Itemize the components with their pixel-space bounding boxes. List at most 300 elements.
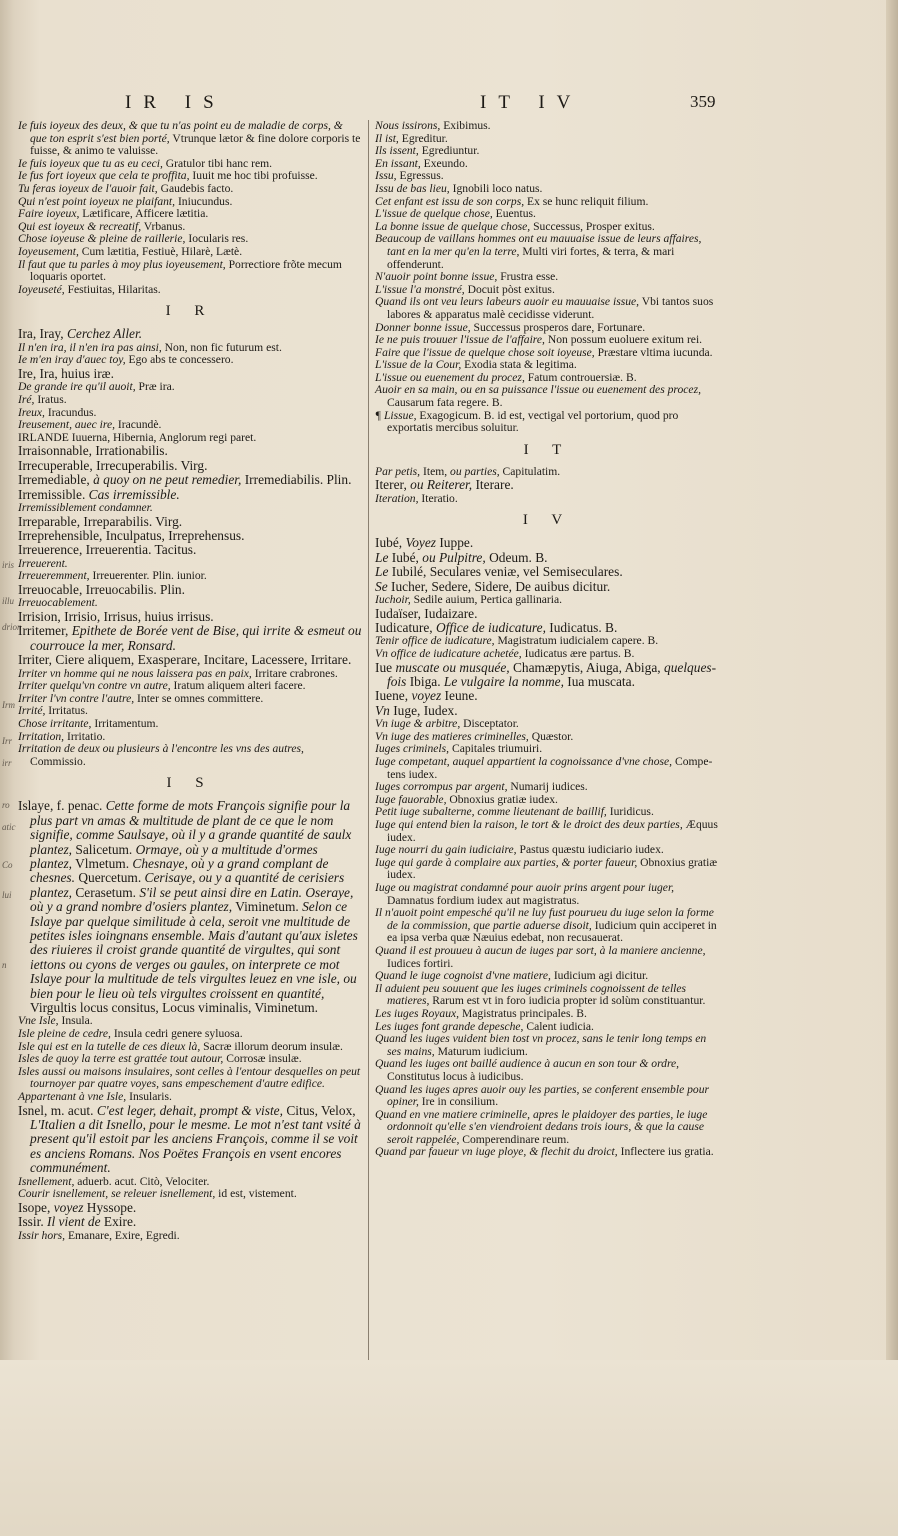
latin-gloss: Iudex. (420, 702, 458, 718)
headword: Iudicature, (375, 620, 433, 636)
dictionary-entry (375, 1084, 720, 1109)
french-gloss: Ireusement, auec ire, (18, 418, 116, 432)
latin-gloss: Inter se omnes committere. (134, 691, 264, 705)
french-gloss: Nous issirons, (375, 119, 441, 132)
latin-gloss: Insularis. (126, 1089, 172, 1103)
french-gloss: quelques-fois (387, 659, 717, 690)
dictionary-entry (375, 689, 720, 703)
french-gloss: à quoy on ne peut remedier, (89, 472, 242, 488)
french-gloss: Cette forme de mots François signifie pour la plus part vn amas & multitude de plant de ce que le nom signifie, comme Saulsaye, où il y a grande quantité de saulx plantez, (30, 798, 352, 857)
french-gloss: C'est leger, dehait, prompt & viste, (96, 1102, 283, 1118)
french-gloss: Ie fus fort ioyeux que cela te proffita, (18, 169, 190, 183)
latin-gloss: Rarum est vt in foro iudicia propter id solùm constituantur. (429, 994, 706, 1008)
headword: Isope, (18, 1199, 51, 1215)
latin-gloss: Compe-tens iudex. (387, 755, 713, 781)
french-gloss: Isnellement, (18, 1174, 75, 1188)
french-gloss: Quand en vne matiere criminelle, apres le plaidoyer des parties, le iuge ordonnoit qu'elle s'en viendroient dedans trois iours, & que la cause seroit rappelée, (375, 1107, 708, 1146)
dictionary-entry (375, 819, 720, 844)
dictionary-entry (18, 743, 362, 768)
french-gloss: Ormaye, où y a multitude d'ormes plantez, (30, 841, 318, 871)
headword: Irritemer, (18, 623, 69, 639)
latin-gloss: Ex se hunc reliquit filium. (524, 194, 649, 208)
dictionary-entry (375, 882, 720, 907)
dictionary-entry (375, 493, 720, 506)
french-gloss: Issir hors, (18, 1228, 66, 1242)
dictionary-entry (18, 381, 362, 394)
latin-gloss: Exibimus. (440, 119, 491, 132)
french-gloss: Cerisaye, ou y a quantité de cerisiers plantez, (30, 870, 345, 900)
latin-gloss: Constitutus locus à iudicibus. (387, 1069, 524, 1083)
latin-gloss: Exagogicum. B. id est, vectigal vel portorium, quod pro exportatis mercibus soluitur. (387, 408, 679, 435)
latin-gloss: Inflectere ius gratia. (617, 1145, 714, 1159)
french-gloss: Issu de bas lieu, (375, 181, 450, 195)
dictionary-entry (375, 296, 720, 321)
french-gloss: Isle qui est en la tutelle de ces dieux là, (18, 1039, 201, 1053)
entries-block (375, 466, 720, 506)
french-gloss: Iteration, (375, 491, 419, 505)
dictionary-entry (18, 653, 362, 667)
latin-gloss: Irritatio. (64, 729, 106, 743)
french-gloss: Quand les iuges vuident bien tost vn procez, sans le tenir long temps en ses mains, (375, 1032, 707, 1058)
margin-note: illu (2, 596, 15, 606)
latin-gloss: Iniucundus. (175, 194, 233, 208)
headword: Ira, Iray, (18, 326, 64, 342)
headword: Iucher, (387, 578, 428, 594)
latin-gloss: Irritatus. (45, 704, 88, 718)
french-gloss: Chose irritante, (18, 716, 92, 730)
latin-gloss: Iratum aliquem alteri facere. (170, 679, 306, 693)
french-gloss: ¶ Lissue, (375, 408, 417, 422)
french-gloss: Il faut que tu parles à moy plus ioyeusement, (18, 257, 226, 271)
latin-gloss: Multi viri fortes, & terra, & mari offenderunt. (387, 244, 675, 271)
french-gloss: Irritation, (18, 729, 65, 743)
french-gloss: Il ist, (375, 131, 399, 145)
section-heading-iv: I V (522, 512, 573, 529)
latin-gloss: Iteratio. (418, 491, 458, 505)
dictionary-entry (18, 1104, 362, 1176)
dictionary-entry (18, 473, 362, 487)
dictionary-entry (18, 488, 362, 502)
french-gloss: Irremissiblement condamner. (18, 500, 153, 514)
latin-gloss: Chamæpytis, Aiuga, Abiga, (509, 659, 664, 675)
headword: Islaye, (18, 798, 54, 814)
french-gloss: Ie ne puis trouuer l'issue de l'affaire, (375, 333, 545, 347)
latin-gloss: Exodia stata & legitima. (461, 358, 577, 372)
latin-gloss: Numarij iudices. (507, 780, 588, 794)
headword: Iuene, (375, 688, 409, 704)
latin-gloss: Non, non fic futurum est. (161, 340, 282, 354)
french-gloss: Chesnaye, où y a grand complant de chesnes. (30, 855, 329, 886)
latin-gloss: Ieune. (441, 688, 478, 704)
dictionary-entry (18, 583, 362, 597)
french-gloss: Iuges criminels, (375, 742, 450, 756)
latin-gloss: Egressus. (396, 169, 444, 183)
latin-gloss: Pastus quæstu iudiciario iudex. (516, 843, 664, 857)
dictionary-entry (18, 367, 362, 381)
latin-gloss: Vtrunque lætor & fine dolore corporis te fuisse, & animo te valuisse. (30, 131, 361, 158)
french-gloss: Isles de quoy la terre est grattée tout autour, (18, 1052, 224, 1066)
dictionary-entry (18, 259, 362, 284)
latin-gloss: aduerb. acut. Citò, Velociter. (74, 1174, 210, 1188)
latin-gloss: Porrectiore frõte mecum loquaris oportet. (30, 257, 342, 284)
headword: Iuge, (389, 702, 421, 718)
french-gloss: L'issue l'a monstré, (375, 282, 465, 296)
dictionary-entry (375, 536, 720, 550)
french-gloss: Il vient de (43, 1214, 101, 1230)
dictionary-entry (375, 907, 720, 945)
dictionary-entry (18, 1066, 362, 1091)
latin-gloss: Maturum iudicium. (434, 1044, 528, 1058)
headword: Irreuocable, (18, 581, 83, 597)
french-gloss: Beaucoup de vaillans hommes ont eu mauuaise issue de leurs affaires, tant en la mer qu'en la terre, (375, 232, 702, 258)
margin-note: n (2, 960, 7, 970)
latin-gloss: Vlmetum. (72, 855, 133, 871)
latin-gloss: Fatum controuersiæ. B. (524, 370, 637, 384)
latin-gloss: Euentus. (492, 207, 536, 221)
latin-gloss: Magistratum iudicialem capere. B. (494, 634, 659, 648)
french-gloss: Il n'en ira, il n'en ira pas ainsi, (18, 340, 162, 354)
latin-gloss: Iuppe. (436, 535, 474, 551)
dictionary-entry (375, 580, 720, 594)
french-gloss: Vn office de iudicature achetée, (375, 647, 522, 661)
latin-gloss: Æquus iudex. (387, 818, 718, 844)
french-gloss: voyez (50, 1199, 84, 1215)
margin-note: Co (2, 860, 13, 870)
latin-gloss: Calent iudicia. (523, 1019, 594, 1033)
latin-gloss: Capitulatim. (499, 464, 561, 478)
french-gloss: Petit iuge subalterne, comme lieutenant de baillif, (375, 805, 607, 819)
margin-note: Irr (2, 736, 13, 746)
headword: Irremediable, (18, 472, 90, 488)
running-head-right: IT IV (480, 92, 583, 113)
headword: Iue (375, 659, 393, 675)
latin-gloss: Iudicium quin acciperet in ea ipsa verba quæ Næuius edebat, non recusauerat. (387, 918, 717, 945)
headword: Irreuerence, (18, 542, 83, 558)
french-gloss: Ils issent, (375, 144, 419, 158)
latin-gloss: f. penac. (53, 798, 106, 814)
latin-gloss: Odeum. B. (485, 549, 548, 565)
headword: Issir. (18, 1214, 44, 1230)
section-heading-is: I S (166, 775, 214, 792)
french-gloss: Cas irremissible. (85, 486, 180, 502)
french-gloss: Irritation de deux ou plusieurs à l'encontre les vns des autres, (18, 742, 304, 756)
french-gloss: ou Reiterer, (406, 477, 473, 493)
french-gloss: Isles aussi ou maisons insulaires, sont celles à l'entour desquelles on peut tournoyer par quatre voyes, sans empeschement d'autre edifice. (18, 1064, 361, 1091)
latin-gloss: Præstare vltima iucunda. (594, 345, 713, 359)
latin-gloss: Exeundo. (420, 156, 468, 170)
french-gloss: Ie fuis ioyeux que tu as eu ceci, (18, 156, 163, 170)
french-gloss: Irreuocablement. (18, 596, 98, 610)
french-gloss: Vne Isle, (18, 1014, 59, 1028)
latin-gloss: Emanare, Exire, Egredi. (65, 1228, 180, 1242)
latin-gloss: Iuuerna, Hibernia, Anglorum regi paret. (68, 430, 257, 444)
french-gloss: Irreuerent. (18, 556, 68, 570)
margin-note: iris (2, 560, 15, 570)
dictionary-entry (18, 327, 362, 341)
french-gloss: Le (375, 549, 389, 565)
french-gloss: Iuge competant, auquel appartient la cognoissance d'vne chose, (375, 755, 673, 769)
latin-gloss: Item, (420, 464, 451, 478)
dictionary-entry (375, 1033, 720, 1058)
latin-gloss: Ego abs te concessero. (125, 353, 234, 367)
latin-gloss: Iudicatus ære partus. B. (521, 647, 635, 661)
french-gloss: Irriter l'vn contre l'autre, (18, 691, 135, 705)
dictionary-entry (18, 799, 362, 1015)
latin-gloss: Iuuit me hoc tibi profuisse. (189, 169, 318, 183)
latin-gloss: Successus prosperos dare, Fortunare. (470, 320, 646, 334)
dictionary-entry (375, 621, 720, 635)
headword: Iudaïser, (375, 605, 421, 621)
entries-block (18, 327, 362, 768)
latin-gloss: Comperendinare reum. (459, 1132, 570, 1146)
headword: Iubé, (375, 535, 403, 551)
french-gloss: Quand ils ont veu leurs labeurs auoir eu mauuaise issue, (375, 295, 640, 309)
latin-gloss: Egreditur. (398, 131, 448, 145)
dictionary-entry (18, 515, 362, 529)
latin-gloss: Magistratus principales. B. (459, 1006, 587, 1020)
french-gloss: Ie m'en iray d'auec toy, (18, 353, 126, 367)
french-gloss: Irriter vn homme qui ne nous laissera pas en paix, (18, 666, 252, 680)
french-gloss: muscate ou musquée, (392, 659, 510, 675)
latin-gloss: Damnatus fordium iudex aut magistratus. (387, 893, 580, 907)
latin-gloss: Irritamentum. (91, 716, 159, 730)
french-gloss: Irrité, (18, 704, 46, 718)
french-gloss: Issu, (375, 169, 397, 183)
headword: Irraisonnable, (18, 443, 92, 459)
column-divider (368, 120, 369, 1360)
french-gloss: Epithete de Borée vent de Bise, qui irrite & esmeut ou courrouce la mer, Ronsard. (30, 623, 362, 653)
dictionary-entry (18, 1215, 362, 1229)
section-heading-it: I T (523, 441, 572, 458)
french-gloss: Irreueremment, (18, 569, 90, 583)
latin-gloss: Insula cedri genere syluosa. (110, 1026, 243, 1040)
latin-gloss: Vrbanus. (141, 219, 186, 233)
french-gloss: Chose ioyeuse & pleine de raillerie, (18, 232, 186, 246)
latin-gloss: Irreuerentia. Tacitus. (82, 542, 197, 558)
latin-gloss: Gaudebis facto. (157, 181, 234, 195)
french-gloss: Iuges corrompus par argent, (375, 780, 508, 794)
margin-note: lui (2, 890, 12, 900)
latin-gloss: Gratulor tibi hanc rem. (162, 156, 273, 170)
dictionary-entry (18, 610, 362, 624)
headword: IRLANDE (18, 430, 69, 444)
margin-note: irr (2, 758, 12, 768)
latin-gloss: Sedile auium, Pertica gallinaria. (410, 593, 563, 607)
dictionary-entry (375, 661, 720, 690)
latin-gloss: Corrosæ insulæ. (223, 1052, 302, 1066)
french-gloss: N'auoir point bonne issue, (375, 270, 498, 284)
headword: Iubilé, (388, 564, 427, 580)
french-gloss: Ireux, (18, 405, 45, 419)
french-gloss: Quand par faueur vn iuge ploye, & flechit du droict, (375, 1145, 618, 1159)
latin-gloss: Hyssope. (83, 1199, 137, 1215)
latin-gloss: Non possum euoluere exitum rei. (544, 333, 703, 347)
dictionary-entry (375, 945, 720, 970)
headword: Irrision, (18, 608, 61, 624)
dictionary-entry (375, 607, 720, 621)
french-gloss: Iuge ou magistrat condamné pour auoir prins argent pour iuger, (375, 881, 675, 894)
headword: Irremissible. (18, 486, 86, 502)
french-gloss: Vn iuge des matieres criminelles, (375, 729, 529, 743)
latin-gloss: Iudicatus. B. (545, 620, 618, 636)
french-gloss: Il aduient peu souuent que les iuges criminels cognoissent de telles matieres, (375, 981, 687, 1008)
margin-note: drion (2, 622, 22, 632)
latin-gloss: Ciere aliquem, Exasperare, Incitare, Lacessere, Irritare. (52, 652, 352, 668)
french-gloss: Les iuges Royaux, (375, 1006, 460, 1020)
french-gloss: S'il se peut ainsi dire en Latin. Oseraye, où y a grand nombre d'osiers plantez, (30, 884, 354, 915)
french-gloss: De grande ire qu'il auoit, (18, 380, 136, 394)
latin-gloss: Quæstor. (528, 729, 574, 743)
dictionary-entry (375, 704, 720, 718)
french-gloss: Iuge fauorable, (375, 792, 447, 806)
latin-gloss: Iocularis res. (185, 232, 249, 246)
french-gloss: Selon ce Islaye par quelque similitude à cela, seroit vne multitude de petites isles ioingnans ensemble. Mais d'autant qu'aux isletes des riuieres il croist grande quantité de virgultes, qui sont iettons ou cyons de verges ou gaules, on interprete ce mot Islaye pour la multitude de tels virgultes leuez en vne isle, ou bien pour le lieu où tels virgultes croissent en quantité, (30, 899, 358, 1001)
latin-gloss: Citus, Velox, (282, 1102, 356, 1118)
latin-gloss: Irreparabilis. Virg. (80, 513, 183, 529)
french-gloss: Faire que l'issue de quelque chose soit ioyeuse, (375, 345, 595, 359)
latin-gloss: Sedere, Sidere, De auibus dicitur. (428, 578, 611, 594)
french-gloss: Voyez (402, 535, 436, 551)
latin-gloss: Ibiga. (406, 674, 444, 690)
latin-gloss: Virgultis locus consitus, Locus viminalis, Viminetum. (30, 999, 319, 1015)
margin-note: atic (2, 822, 16, 832)
french-gloss: ou Pulpitre, (418, 549, 486, 565)
headword: Irreprehensible, (18, 527, 103, 543)
latin-gloss: Præ ira. (135, 380, 175, 394)
latin-gloss: Quercetum. (75, 870, 145, 886)
latin-gloss: Vbi tantos suos labores & apparatus malè cecidisse viderunt. (387, 295, 714, 321)
running-head-left: IR IS (125, 92, 226, 113)
latin-gloss: Iuridicus. (606, 805, 654, 819)
dictionary-entry (18, 444, 362, 458)
dictionary-entry (375, 857, 720, 882)
entries-block (18, 799, 362, 1242)
french-gloss: Irriter quelqu'vn contre vn autre, (18, 679, 171, 693)
dictionary-entry (18, 284, 362, 297)
latin-gloss: Iracundè. (115, 418, 162, 432)
dictionary-entry (18, 543, 362, 557)
latin-gloss: m. acut. (47, 1102, 97, 1118)
dictionary-entry (375, 756, 720, 781)
latin-gloss: Irremediabilis. Plin. (241, 472, 352, 488)
french-gloss: L'issue de la Cour, (375, 358, 462, 372)
french-gloss: Auoir en sa main, ou en sa puissance l'issue ou euenement des procez, (375, 383, 701, 397)
latin-gloss: Irritare crabrones. (251, 666, 338, 680)
latin-gloss: Exire. (100, 1214, 137, 1230)
latin-gloss: Iudices fortiri. (387, 956, 454, 970)
french-gloss: Par petis, (375, 464, 421, 478)
french-gloss: Il n'auoit point empesché qu'il ne luy fust pourueu du iuge selon la forme de la commission, que partie aduerse disoit, (375, 906, 714, 932)
latin-gloss: Cerasetum. (72, 884, 140, 900)
latin-gloss: Insula. (58, 1014, 93, 1028)
latin-gloss: Disceptator. (460, 717, 519, 731)
french-gloss: L'issue de quelque chose, (375, 207, 493, 221)
latin-gloss: Ire in consilium. (418, 1095, 499, 1109)
left-column (18, 120, 362, 1242)
margin-note: ro (2, 800, 10, 810)
french-gloss: Donner bonne issue, (375, 320, 471, 334)
latin-gloss: Docuit pòst exitus. (464, 282, 555, 296)
french-gloss: L'Italien a dit Isnello, pour le mesme. Le mot n'est tant vsité à present qu'il estoit par les anciens François, comme il se voit es anciens Romans. Nos Poëtes François en vsent encores communément. (30, 1116, 361, 1176)
french-gloss: L'issue ou euenement du procez, (375, 370, 525, 384)
dictionary-entry (18, 120, 362, 158)
section-heading-ir: I R (165, 303, 215, 320)
french-gloss: La bonne issue de quelque chose, (375, 219, 531, 233)
dictionary-entry (375, 565, 720, 579)
dictionary-entry (375, 551, 720, 565)
latin-gloss: Iracundus. (44, 405, 97, 419)
latin-gloss: Successus, Prosper exitus. (530, 219, 655, 233)
dictionary-entry (18, 459, 362, 473)
french-gloss: Faire ioyeux, (18, 207, 80, 221)
latin-gloss: Irrecuperabilis. Virg. (92, 457, 208, 473)
latin-gloss: Commissio. (30, 754, 86, 768)
headword: Irriter, (18, 652, 53, 668)
headword: Ire, Ira, huius iræ. (18, 365, 114, 381)
page-edge (886, 0, 898, 1536)
latin-gloss: Egrediuntur. (418, 144, 480, 158)
latin-gloss: Iua muscata. (563, 674, 635, 690)
dictionary-entry (375, 478, 720, 492)
page-bottom-margin (0, 1360, 898, 1536)
latin-gloss: Ignobili loco natus. (449, 181, 543, 195)
french-gloss: Iuchoir, (375, 593, 411, 607)
latin-gloss: Cum lætitia, Festiuè, Hilarè, Lætè. (78, 244, 243, 258)
french-gloss: voyez (408, 688, 442, 704)
french-gloss: Quand les iuges apres auoir ouy les parties, se conferent ensemble pour opiner, (375, 1082, 710, 1109)
french-gloss: Qui n'est point ioyeux ne plaifant, (18, 194, 176, 208)
margin-note: Irm (2, 700, 15, 710)
latin-gloss: Iudicium agi dicitur. (550, 969, 649, 983)
french-gloss: Quand les iuges ont baillé audience à aucun en son tour & ordre, (375, 1057, 680, 1071)
entries-block (375, 120, 720, 435)
latin-gloss: Causarum fata regere. B. (387, 396, 503, 410)
latin-gloss: Iterare. (472, 477, 514, 493)
french-gloss: Ie fuis ioyeux des deux, & que tu n'as point eu de maladie de corps, & que ton esprit s'est bien porté, (18, 119, 343, 145)
dictionary-entry (375, 983, 720, 1008)
right-column (375, 120, 720, 1159)
french-gloss: Cerchez Aller. (63, 326, 143, 342)
french-gloss: Tenir office de iudicature, (375, 634, 495, 648)
french-gloss: Vn iuge & arbitre, (375, 717, 461, 731)
page-number: 359 (690, 92, 716, 111)
dictionary-entry (18, 1201, 362, 1215)
latin-gloss: Capitales triumuiri. (449, 742, 543, 756)
french-gloss: Courir isnellement, se releuer isnellement, (18, 1187, 216, 1201)
dictionary-entry (375, 384, 720, 409)
french-gloss: Quand il est prouueu à aucun de iuges par sort, à la maniere ancienne, (375, 943, 706, 957)
dictionary-entry (375, 1058, 720, 1083)
french-gloss: Iuge qui entend bien la raison, le tort & le droict des deux parties, (375, 818, 683, 832)
latin-gloss: id est, vistement. (215, 1187, 297, 1201)
latin-gloss: Viminetum. (232, 899, 303, 915)
french-gloss: Iuge qui garde à complaire aux parties, & porter faueur, (375, 855, 638, 869)
headword: Iterer, (375, 477, 407, 493)
entries-block (18, 120, 362, 296)
latin-gloss: Irreuocabilis. Plin. (82, 581, 185, 597)
dictionary-entry (375, 410, 720, 435)
latin-gloss: Festiuitas, Hilaritas. (64, 282, 161, 296)
latin-gloss: Inculpatus, Irreprehensus. (102, 527, 245, 543)
french-gloss: Ioyeuseté, (18, 282, 65, 296)
latin-gloss: Frustra esse. (497, 270, 559, 284)
entries-block (375, 536, 720, 1159)
french-gloss: Isle pleine de cedre, (18, 1026, 111, 1040)
dictionary-entry (18, 1230, 362, 1243)
french-gloss: Qui est ioyeux & recreatif, (18, 219, 142, 233)
french-gloss: Le (375, 564, 389, 580)
latin-gloss: Iudaizare. (420, 605, 478, 621)
